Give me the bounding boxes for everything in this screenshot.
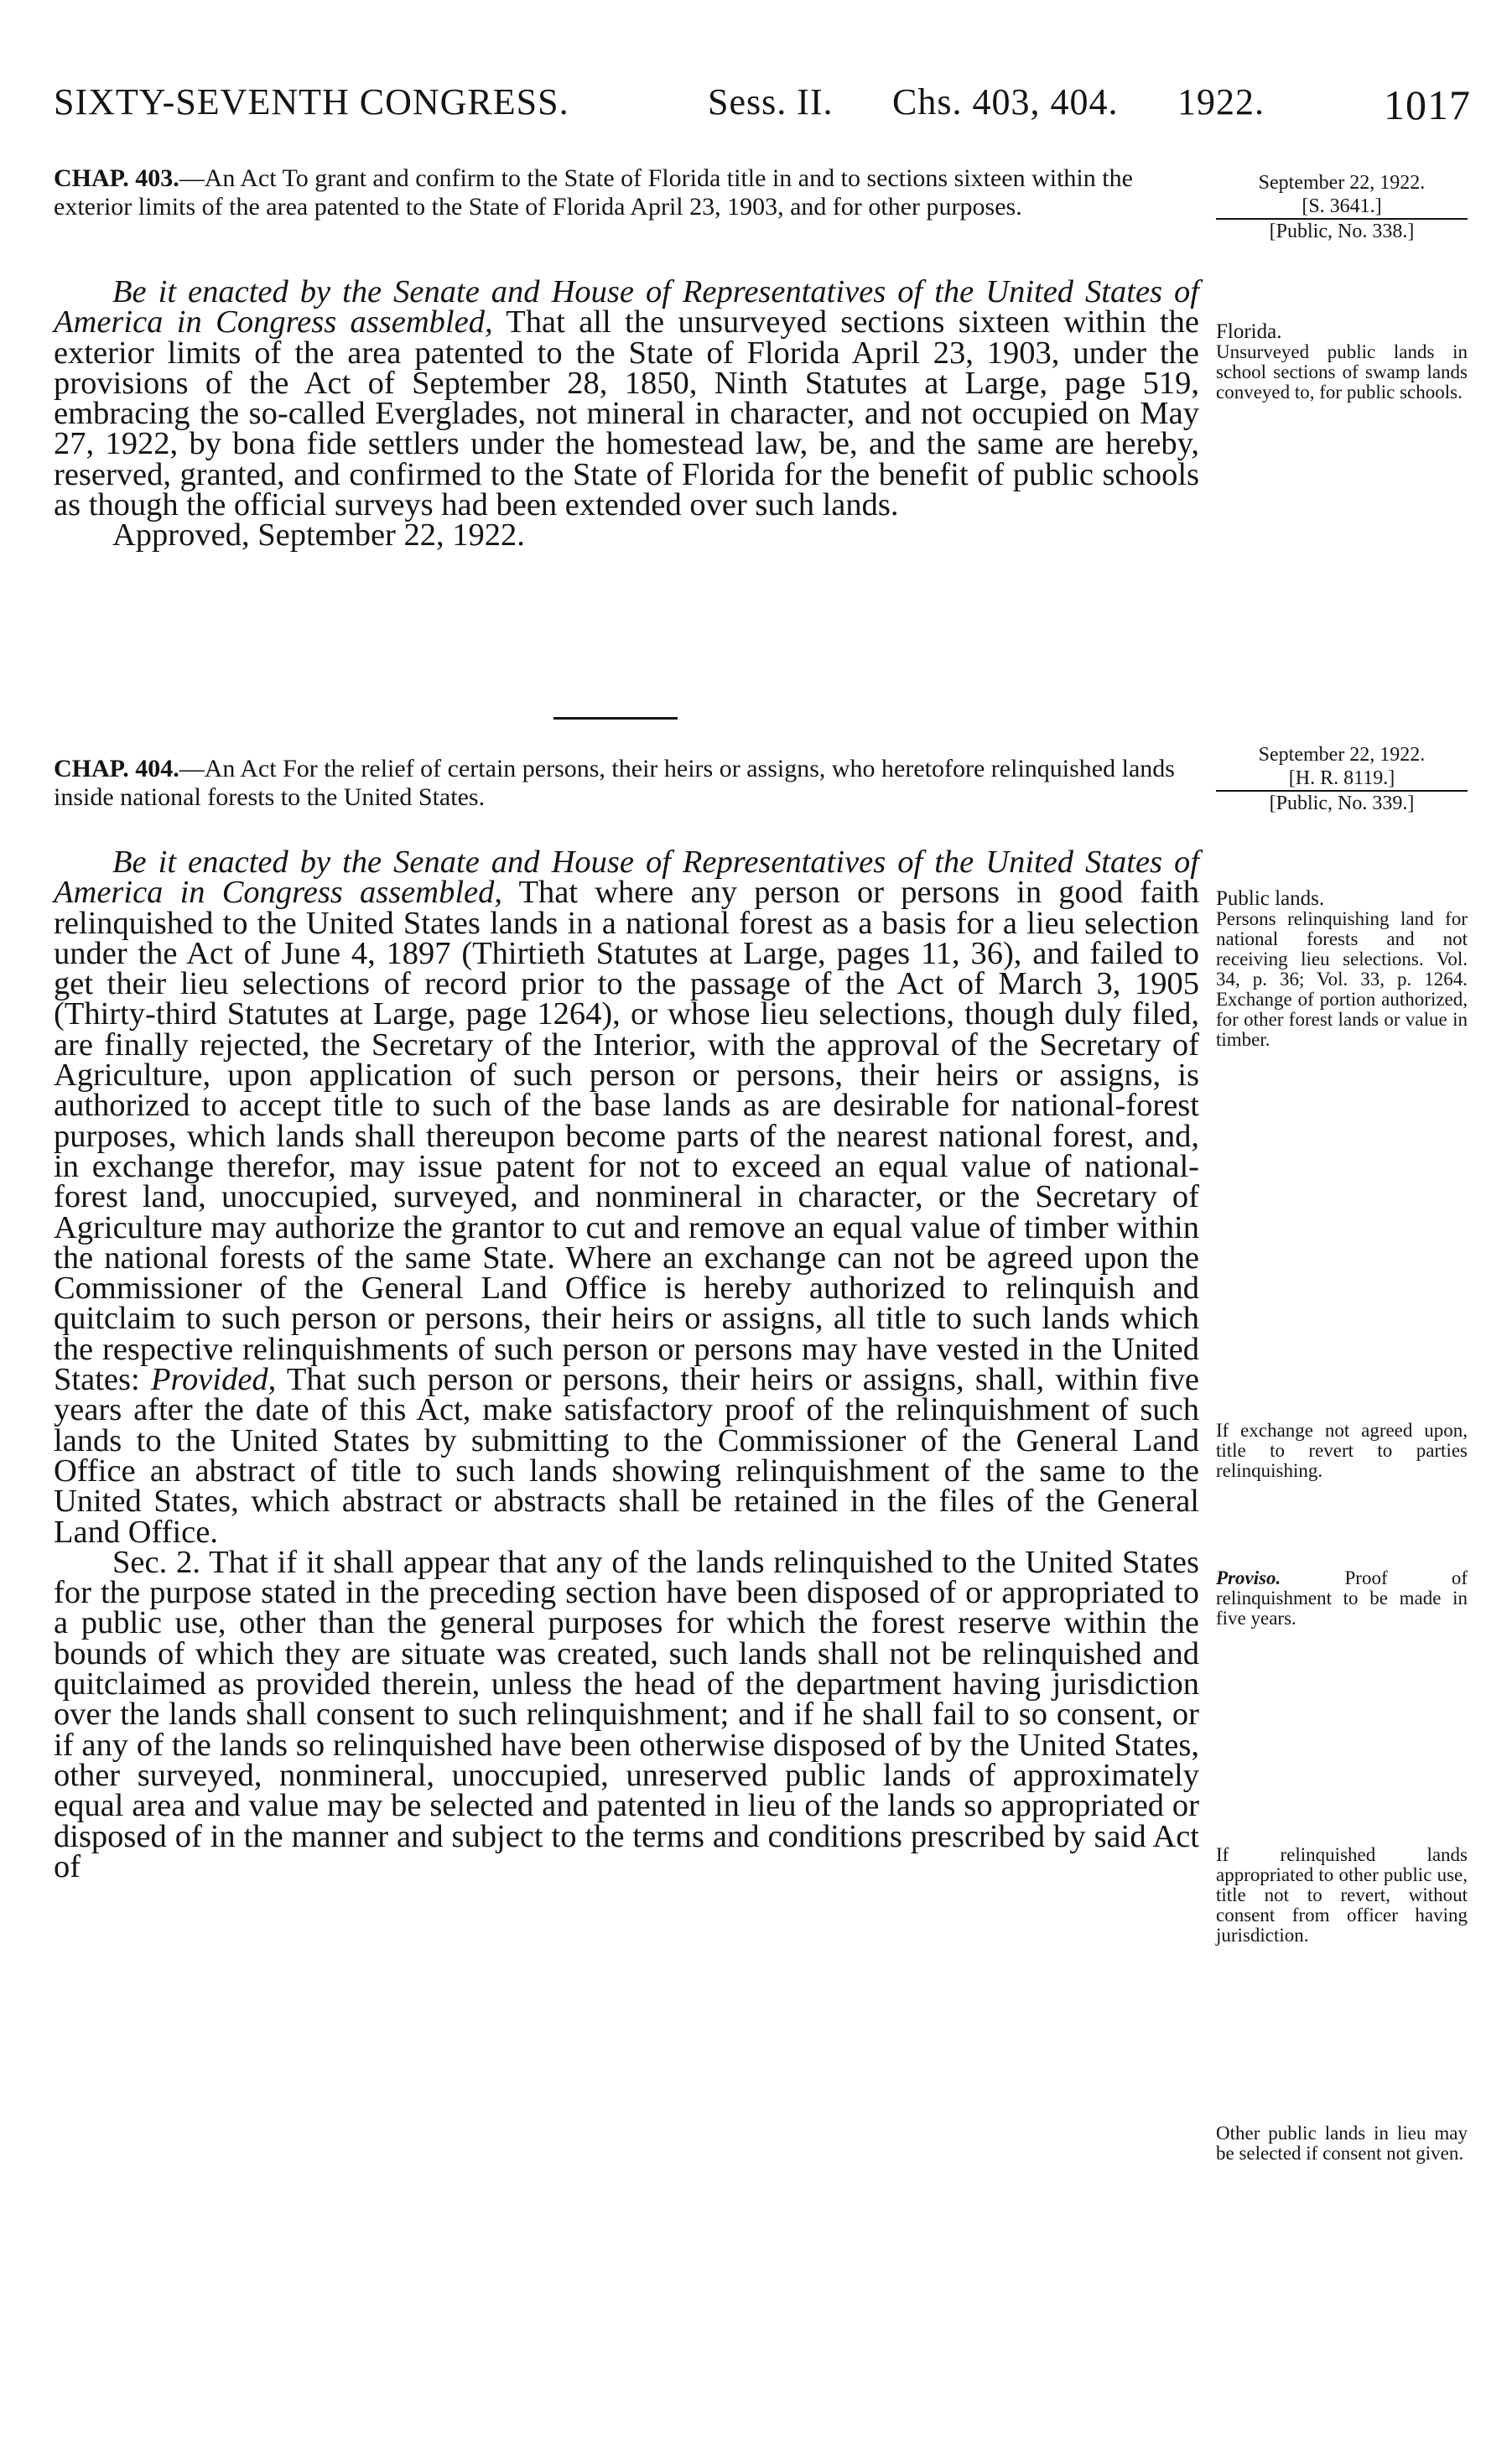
- chap404-bill: [H. R. 8119.]: [1288, 767, 1395, 789]
- chap404-margin4-text: If relinquished lands appropriated to other public use, title not to revert, without consent from officer having jurisdiction.: [1216, 1844, 1468, 1946]
- running-header: [54, 81, 1471, 131]
- chap403-approved: Approved, September 22, 1922.: [112, 517, 525, 554]
- chap404-sec2-text: That if it shall appear that any of the lands relinquished to the United States for the purpose stated in the preceding section have been disposed of or appropriated to a public use, other than the general purposes for which the forest reserve within the bounds of which they are situate was created, such lands shall not be relinquished and quitclaimed as provided therein, unless the head of the department having jurisdiction over the lands shall consent to such relinquishment; and if he shall fail to so consent, or if any of the lands so relinquished have been otherwise disposed of by the United States, other surveyed, nonmineral, unoccupied, unreserved public lands of approximately equal area and value may be selected and patented in lieu of the lands so appropriated or disposed of in the manner and subject to the terms and conditions prescribed by said Act of: [54, 1544, 1199, 1884]
- chap404-margin1-text: Persons relinquishing land for national forests and not receiving lieu selections.: [1216, 908, 1468, 969]
- chap403-enacting-clause: Be it enacted by the Senate and House of Representatives of the United States of America in Congress assembled,: [54, 274, 1199, 340]
- chap403-title: [54, 164, 1203, 221]
- chap403-paragraph: [54, 274, 1199, 523]
- chap404-date: September 22, 1922.: [1258, 744, 1426, 766]
- chap404-margin-note-5: [1216, 2123, 1468, 2164]
- chap404-section2: [54, 1544, 1199, 1884]
- chap403-title-text: —An Act To grant and confirm to the State of Florida title in and to sections sixteen within the exterior limits of the area patented to the State of Florida April 23, 1903, and for other purposes.: [54, 164, 1133, 221]
- chap404-body: [54, 847, 1199, 1882]
- chap404-margin-note-3: [1216, 1568, 1468, 1629]
- chap404-margin1-head: Public lands.: [1216, 887, 1325, 910]
- chap403-body-text: That all the unsurveyed sections sixteen within the exterior limits of the area patented to the State of Florida April 23, 1903, under the provisions of the Act of September 28, 1850, Ninth Statutes at Large, page 519, embracing the so-called Everglades, not mineral in character, and not occupied on May 27, 1922, by bona fide settlers under the homestead law, be, and the same are hereby, reserved, granted, and confirmed to the State of Florida for the benefit of public schools as though the official surveys had been extended over such lands.: [54, 304, 1199, 523]
- chap403-margin-text: Unsurveyed public lands in school sections of swamp lands conveyed to, for public schools.: [1216, 341, 1468, 403]
- section-divider: [553, 717, 678, 720]
- chap404-margin3-text: Proof of relinquishment to be made in five years.: [1216, 1567, 1468, 1629]
- chap404-enacting-clause: Be it enacted by the Senate and House of Representatives of the United States of America in Congress assembled,: [54, 845, 1199, 911]
- chap404-side-info: [1216, 743, 1468, 815]
- chap403-bill: [S. 3641.]: [1302, 195, 1382, 217]
- chap404-margin2-text: If exchange not agreed upon, title to revert to parties relinquishing.: [1216, 1420, 1468, 1481]
- chap404-margin1-exchange: Exchange of portion authorized, for other forest lands or value in timber.: [1216, 989, 1468, 1050]
- chap403-side-info: [1216, 171, 1468, 243]
- header-session: Sess. II.: [708, 81, 834, 122]
- chap404-margin-note-1: [1216, 889, 1468, 1050]
- chap403-margin-head: Florida.: [1216, 320, 1282, 343]
- chap404-margin-note-4: [1216, 1845, 1468, 1946]
- chap403-public-law: [Public, No. 338.]: [1216, 218, 1468, 243]
- chap403-date: September 22, 1922.: [1258, 172, 1426, 194]
- header-chapters: Chs. 403, 404.: [892, 81, 1119, 122]
- header-year: 1922.: [1177, 81, 1265, 122]
- chap404-section1-text: That where any person or persons in good faith relinquished to the United States lands in a national forest as a basis for a lieu selection under the Act of June 4, 1897 (Thirtieth Statutes at Large, pages 11, 36), and failed to get their lieu selections of record prior to the passage of the Act of March 3, 1905 (Thirty-third Statutes at Large, page 1264), or whose lieu selections, though duly filed, are finally rejected, the Secretary of the Interior, with the approval of the Secretary of Agriculture, upon application of such person or persons, their heirs or assigns, is authorized to accept title to such of the base lands as are desirable for national-forest purposes, which lands shall thereupon become parts of the nearest national forest, and, in exchange therefor, may issue patent for not to exceed an equal value of national-forest land, unoccupied, surveyed, and nonmineral in character, or the Secretary of Agriculture may authorize the grantor to cut and remove an equal value of timber within the national forests of the same State. Where an exchange can not be agreed upon the Commissioner of the General Land Office is hereby authorized to relinquish and quitclaim to such person or persons, their heirs or assigns, all title to such lands which the respective relinquishments of such person or persons may have vested in the United States:: [54, 875, 1199, 1398]
- chap404-title: [54, 755, 1203, 812]
- chap403-title-label: CHAP. 403.: [54, 164, 179, 192]
- chap403-body: [54, 274, 1199, 554]
- chap404-margin5-text: Other public lands in lieu may be selected if consent not given.: [1216, 2123, 1468, 2164]
- chap404-margin-note-2: [1216, 1421, 1468, 1481]
- chap404-proviso-text: That such person or persons, their heirs or assigns, shall, within five years after the date of this Act, make satisfactory proof of the relinquishment of such lands to the United States by submitting to the Commissioner of the General Land Office an abstract of title to such lands showing relinquishment of the same to the United States, which abstract or abstracts shall be retained in the files of the General Land Office.: [54, 1362, 1200, 1550]
- chap404-section1: [54, 845, 1200, 1550]
- page-number: 1017: [1384, 81, 1471, 128]
- chap404-title-label: CHAP. 404.: [54, 755, 179, 782]
- chap404-margin3-head: Proviso.: [1216, 1567, 1281, 1588]
- chap404-proviso-word: Provided,: [150, 1362, 277, 1398]
- chap404-title-text: —An Act For the relief of certain persons, their heirs or assigns, who heretofore relinquished lands inside national forests to the United States.: [54, 755, 1175, 811]
- chap403-margin-note: [1216, 322, 1468, 403]
- chap404-sec2-label: Sec. 2.: [112, 1544, 200, 1580]
- header-congress: SIXTY-SEVENTH CONGRESS.: [54, 81, 569, 122]
- chap404-margin1-ref: Vol. 34, p. 36; Vol. 33, p. 1264.: [1216, 949, 1468, 990]
- chap404-public-law: [Public, No. 339.]: [1216, 790, 1468, 815]
